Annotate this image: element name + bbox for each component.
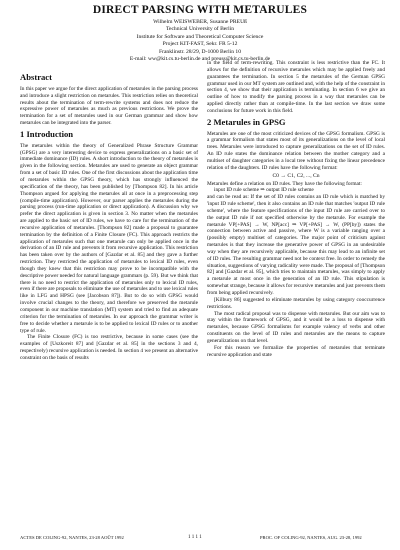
abstract-heading: Abstract [20, 72, 52, 82]
affiliation-line: Technical University of Berlin [165, 26, 235, 33]
section-2-paragraph: Metarules are one of the most criticized devices of the GPSG formalism. GPSG is a grammar formalism that states most of its generalizations on the level of local trees. Metarules were introduced to capture generalizations on the set of ID rules. An ID rule states the dominance relation between the mother category and a multiset of daughter categories in a local tree without fixing the linear precedence relation of the daughters. ID rules have the following format: [207, 130, 385, 171]
footer-left: ACTES DE COLING-92, NANTES, 23-28 AOÛT 1992 [20, 535, 124, 540]
affiliation-line: Project KIT-FAST, Sekr. FR 5-12 [162, 41, 238, 48]
authors: Wilhelm WEISWEBER, Susanne PREUß [153, 19, 247, 25]
intro-paragraph: The Finite Closure (FC) is too restrictive, because in some cases (see the examples of [Uszkoreit 87] and [Gazdar et al. 85] in the sections 3 and 4, respectively) recursive application is needed. In section 4 we present an alternative constraint on the basis of results [20, 334, 198, 361]
author-block [0, 19, 400, 63]
affiliation-line: Franklinstr. 28/29, D-1000 Berlin 10 [158, 48, 242, 55]
abstract-text: In this paper we argue for the direct application of metarules in the parsing process and introduce a slight restriction on metarules. This restriction relies on theoretical results about the termination of term-rewrite systems and does not reduce the expressive power of metarules as much as previous restrictions. We prove the termination for a set of metarules used in our German grammar and show how metarules can be integrated into the parser. [20, 85, 198, 127]
section-2-heading: 2 Metarules in GPSG [207, 116, 286, 127]
metarule-format: input ID rule scheme ⇒ output ID rule scheme [214, 187, 314, 194]
email-line: E-mail: ww@kit.cs.tu-berlin.de and preuss@kit.cs.tu-berlin.de [129, 56, 271, 63]
section-2-paragraph: For this reason we formalize the properties of metarules that terminate recursive application and state [207, 344, 385, 358]
right-column [207, 60, 385, 358]
id-rule-formula: C0 → C1, C2, ..., Cn [272, 172, 320, 179]
intro-continued: in the field of term-rewriting. This constraint is less restrictive than the FC. It allows for the definition of recursive metarules which may be applied freely and guarantees the termination. In section 5 the metarules of the German GPSG grammar used in our MT system are outlined and, with the help of the constraint in section 4, we show that their application is terminating. In section 6 we give an outline of how to modify the parsing process in a way that metarules can be applied directly rather than at compile-time. In the last section we draw some conclusions for future work in this field. [207, 60, 385, 114]
paper-title: DIRECT PARSING WITH METARULES [92, 4, 308, 16]
intro-paragraph: The metarules within the theory of Generalized Phrase Structure Grammar (GPSG) are a very interesting device to express generalizations on a basic set of immediate dominance (ID) rules. A short introduction to the theory of metarules is given in the following section. Metarules are used to generate an object grammar from a set of basic ID rules. One of the first discussions about the application time of metarules within the GPSG theory, which has strongly influenced the specification of the theory, has been published by [Thompson 82]. In his article Thompson argued for applying the metarules all at once in a preprocessing step (compile-time application). However, our parser applies the metarules during the parsing process (run-time application or direct application). A discussion why we prefer the direct application is given in section 3. No matter when the metarules are applied to the basic set of ID rules, we have to care for the termination of the recursive application of metarules. [Thompson 82] made a proposal to guarantee termination by the definition of a Finite Closure (FC). This approach restricts the application of metarules such that one metarule can only be applied once in the derivation of an ID rule and prevents it from recursive application. This restriction has been taken over by the authors of [Gazdar et al. 85] and they gave a further restriction. They restricted the application of metarules to lexical ID rules, even though they knew that this restriction may prove to be incompatible with the descriptive power needed for natural language grammars (p. 59). But we think that there is no need to restrict the application of metarules only to lexical ID rules, even if there are proposals to eliminate the use of metarules and to use lexical rules like in LFG and HPSG (see [Jacobson 87]). But to do so with GPSG would involve crucial changes to the theory, and therefore we preserved the metarule component in our machine translation (MT) system and tried to find an adequate criterion for the termination of metarules. In our approach the grammar writer is free to decide whether a metarule is to be applied to lexical ID rules or to another type of rule. [20, 142, 198, 334]
section-2-paragraph: The most radical proposal was to dispense with metarules. But our aim was to stay within the framework of GPSG, and it would be a loss to dispense with metarules, because GPSG formalisms for example valency of verbs and other constituents on the level of ID rules and metarules are the means to capture generalizations on that level. [207, 310, 385, 344]
affiliation-line: Institute for Software and Theoretical Computer Science [136, 33, 264, 40]
section-2-paragraph: and can be read as: If the set of ID rules contains an ID rule which is matched by 'input ID rule scheme', then it also contains an ID rule that matches 'output ID rule scheme', where the feature specifications of the input ID rule are carried over to the output ID rule if not specified otherwise by the metarule. For example the metarule VP[+PAS] → W, NP[acc] ⇒ VP[+PAS] → W, (PP[by]) states the connection between active and passive, where W is a variable ranging over a (possibly empty) multiset of categories. The major point of criticism against metarules is that they increase the generative power of GPSG in an undesirable way when they are recursively applicable, because this may lead to an infinite set of ID rules. The resulting grammar need not be context free. In order to remedy the situation, suggestions of varying radicality were made. The proposal of [Thompson 82] and [Gazdar et al. 85], which tries to maintain metarules, was simply to apply a metarule at most once in the generation of an ID rule. This stipulation is somewhat strange, because it allows for recursive metarules and just prevents them from being applied recursively. [207, 194, 385, 296]
section-1-heading: 1 Introduction [20, 128, 74, 139]
page-number: 1 1 1 1 [188, 535, 202, 540]
footer-right: PROC. OF COLING-92, NANTES, AUG. 23-28, 1992 [260, 535, 362, 540]
left-column [20, 74, 198, 362]
section-2-paragraph: Metarules define a relation on ID rules. They have the following format: [207, 180, 362, 187]
section-2-paragraph: [Kilbury 86] suggested to eliminate metarules by using category cooccurrence restrictions. [207, 296, 385, 310]
